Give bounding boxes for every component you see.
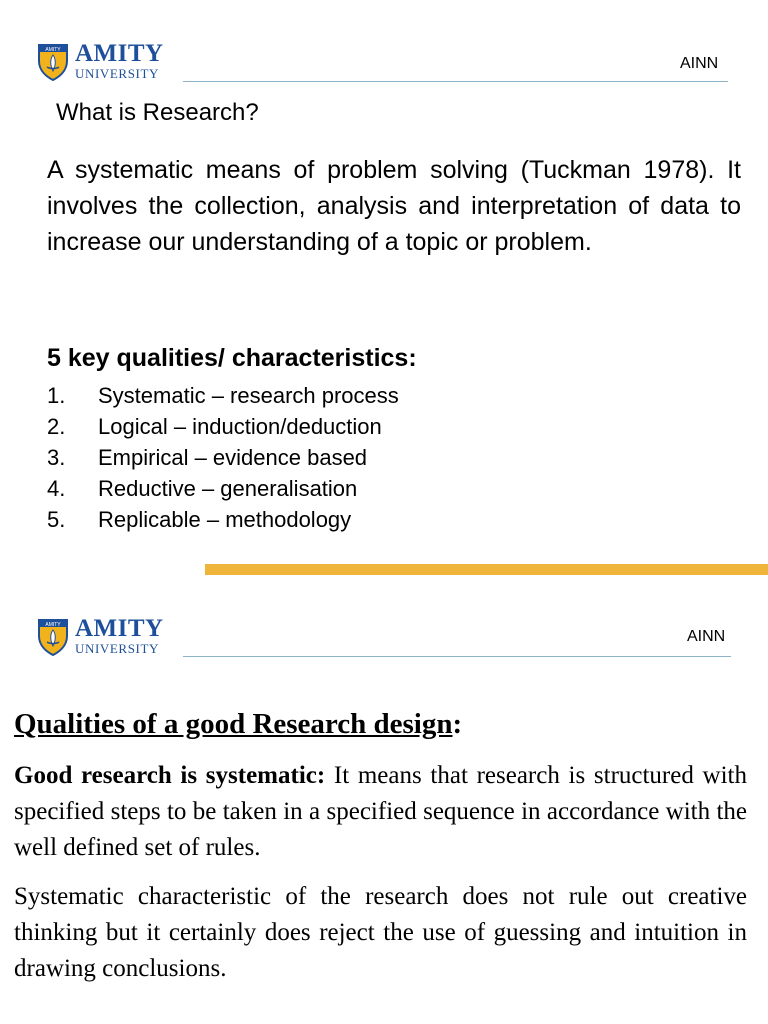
list-text: Empirical – evidence based [98,445,368,470]
amity-shield-icon [37,41,69,81]
definition-paragraph: A systematic means of problem solving (Tuckman 1978). It involves the collection, analysis and interpretation of data to increase our understanding of a topic or problem. [47,156,741,256]
list-number: 2. [47,414,66,439]
paragraph-lead: Good research is systematic: [14,762,326,789]
amity-shield-icon [37,616,69,656]
logo-subtitle: UNIVERSITY [75,641,159,656]
list-text: Logical – induction/deduction [98,414,382,439]
list-number: 4. [47,476,66,501]
list-text: Reductive – generalisation [98,476,358,501]
slide-title: What is Research? [56,99,259,126]
shield-text: AMITY [45,47,61,53]
header-divider [183,81,728,82]
amity-logo [37,616,177,656]
list-number: 5. [47,507,66,532]
header-divider [183,656,731,657]
heading-text: Qualities of a good Research design [14,708,453,740]
logo-name: AMITY [75,615,164,642]
header-tag: AINN [680,55,719,72]
qualities-subtitle: 5 key qualities/ characteristics: [47,344,417,372]
list-text: Replicable – methodology [98,507,352,532]
creative-thinking-paragraph: Systematic characteristic of the research does not rule out creative thinking but it certainly does reject the use of guessing and intuition in drawing conclusions. [14,883,747,982]
list-number: 1. [47,383,66,408]
shield-text: AMITY [45,622,61,628]
amity-logo [37,41,177,81]
systematic-paragraph [14,758,747,866]
list-number: 3. [47,445,66,470]
logo-name: AMITY [75,40,164,67]
header-tag: AINN [687,628,726,645]
heading-colon: : [452,708,463,740]
slide-research-design [0,580,768,1024]
list-text: Systematic – research process [98,383,399,408]
logo-subtitle: UNIVERSITY [75,66,159,81]
section-heading [14,708,462,741]
accent-bar [205,564,768,575]
paragraph-body: It means that research is structured with specified steps to be taken in a specified sequence in accordance with the well defined set of rules. [14,762,747,861]
